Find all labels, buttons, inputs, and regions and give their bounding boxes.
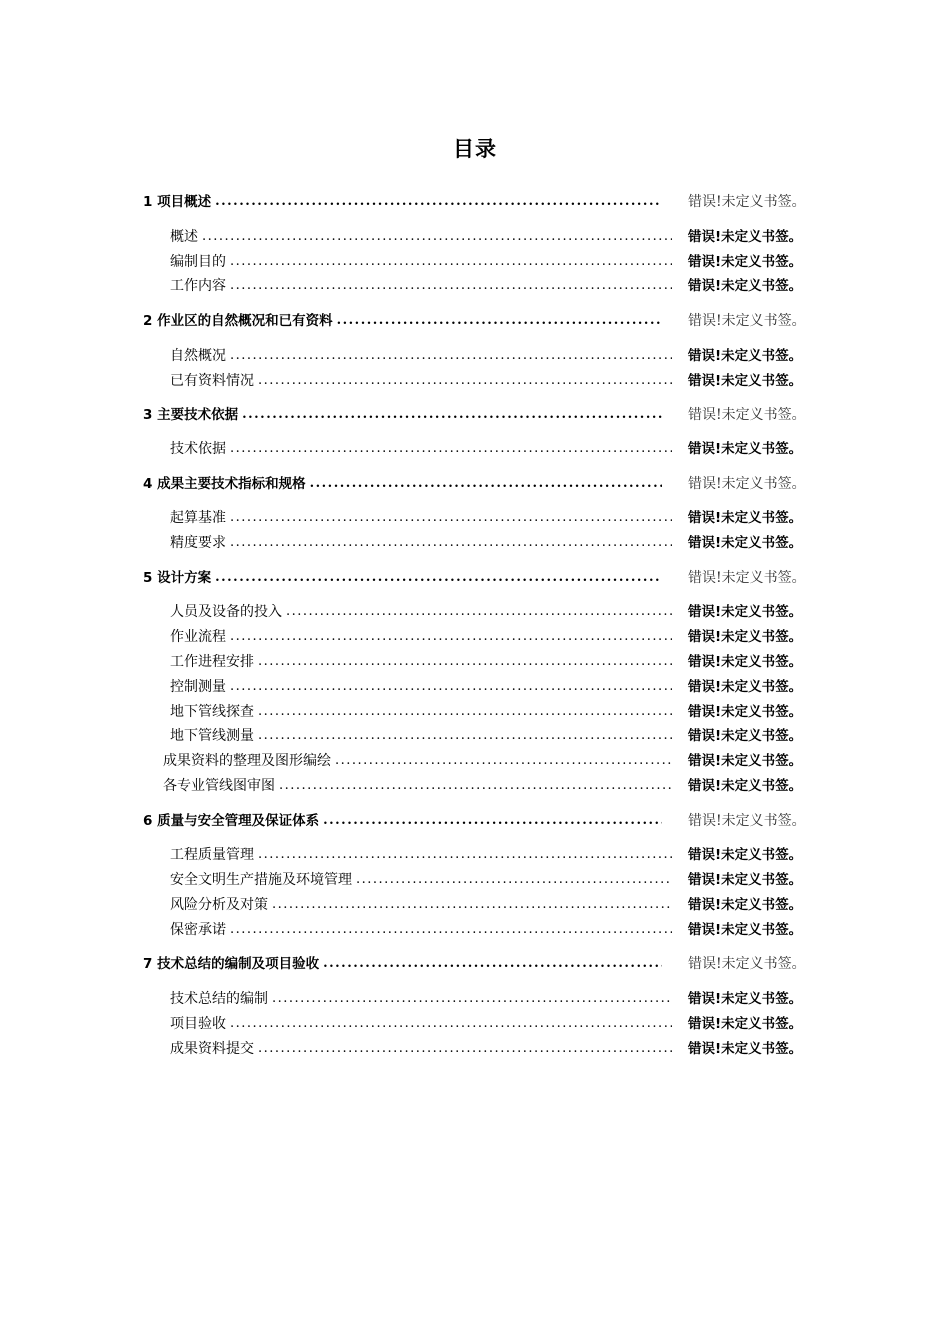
toc-entry-title: 项目验收 — [170, 1016, 226, 1032]
toc-chapter-entry[interactable] — [143, 809, 666, 833]
toc-page-ref: 错误!未定义书签。 — [688, 847, 803, 863]
toc-leader-dots — [258, 700, 672, 724]
toc-leader-dots — [230, 506, 672, 530]
toc-entry-title: 起算基准 — [170, 510, 226, 526]
toc-chapter-entry[interactable] — [143, 472, 666, 496]
toc-section-entry[interactable] — [170, 531, 676, 555]
toc-page-ref: 错误!未定义书签。 — [688, 373, 803, 389]
toc-leader-dots — [230, 675, 672, 699]
toc-chapter-entry[interactable] — [143, 566, 666, 590]
toc-entry-title: 地下管线探查 — [170, 704, 254, 720]
toc-entry-title: 2 作业区的自然概况和已有资料 — [143, 313, 333, 329]
toc-title: 目录 — [453, 137, 497, 161]
toc-page-ref: 错误!未定义书签。 — [688, 1016, 803, 1032]
toc-section-entry[interactable] — [170, 225, 676, 249]
toc-page-ref: 错误!未定义书签。 — [688, 813, 806, 829]
toc-section-entry[interactable] — [170, 724, 676, 748]
toc-page-ref: 错误!未定义书签。 — [688, 535, 803, 551]
toc-entry-title: 自然概况 — [170, 348, 226, 364]
toc-section-entry[interactable] — [163, 774, 676, 798]
toc-leader-dots — [258, 369, 672, 393]
toc-entry-title: 6 质量与安全管理及保证体系 — [143, 813, 320, 829]
toc-leader-dots — [323, 952, 662, 976]
toc-leader-dots — [230, 531, 672, 555]
toc-section-entry[interactable] — [170, 1037, 676, 1061]
toc-leader-dots — [323, 809, 662, 833]
toc-leader-dots — [337, 309, 662, 333]
toc-section-entry[interactable] — [170, 506, 676, 530]
toc-section-entry[interactable] — [170, 600, 676, 624]
toc-entry-title: 成果资料的整理及图形编绘 — [163, 753, 331, 769]
toc-page-ref: 错误!未定义书签。 — [688, 278, 803, 294]
toc-page-ref: 错误!未定义书签。 — [688, 313, 806, 329]
toc-leader-dots — [215, 190, 662, 214]
toc-entry-title: 人员及设备的投入 — [170, 604, 282, 620]
toc-section-entry[interactable] — [163, 749, 676, 773]
toc-entry-title: 3 主要技术依据 — [143, 407, 239, 423]
toc-entry-title: 控制测量 — [170, 679, 226, 695]
toc-page-ref: 错误!未定义书签。 — [688, 348, 803, 364]
toc-entry-title: 工作内容 — [170, 278, 226, 294]
toc-section-entry[interactable] — [170, 918, 676, 942]
toc-entry-title: 工程质量管理 — [170, 847, 254, 863]
toc-entry-title: 5 设计方案 — [143, 570, 212, 586]
toc-leader-dots — [215, 566, 662, 590]
toc-page-ref: 错误!未定义书签。 — [688, 194, 806, 210]
toc-leader-dots — [258, 650, 672, 674]
toc-leader-dots — [272, 987, 672, 1011]
toc-entry-title: 7 技术总结的编制及项目验收 — [143, 956, 320, 972]
toc-section-entry[interactable] — [170, 274, 676, 298]
toc-leader-dots — [356, 868, 672, 892]
toc-chapter-entry[interactable] — [143, 309, 666, 333]
toc-leader-dots — [242, 403, 662, 427]
toc-section-entry[interactable] — [170, 344, 676, 368]
toc-section-entry[interactable] — [170, 843, 676, 867]
toc-leader-dots — [230, 625, 672, 649]
toc-page-ref: 错误!未定义书签。 — [688, 629, 803, 645]
toc-leader-dots — [310, 472, 662, 496]
toc-page-ref: 错误!未定义书签。 — [688, 679, 803, 695]
toc-leader-dots — [258, 1037, 672, 1061]
toc-page-ref: 错误!未定义书签。 — [688, 872, 803, 888]
toc-entry-title: 技术总结的编制 — [170, 991, 268, 1007]
toc-leader-dots — [279, 774, 672, 798]
toc-section-entry[interactable] — [170, 675, 676, 699]
toc-entry-title: 各专业管线图审图 — [163, 778, 275, 794]
toc-entry-title: 4 成果主要技术指标和规格 — [143, 476, 306, 492]
toc-entry-title: 风险分析及对策 — [170, 897, 268, 913]
toc-page-ref: 错误!未定义书签。 — [688, 897, 803, 913]
toc-section-entry[interactable] — [170, 868, 676, 892]
toc-page-ref: 错误!未定义书签。 — [688, 254, 803, 270]
toc-page-ref: 错误!未定义书签。 — [688, 956, 806, 972]
toc-entry-title: 已有资料情况 — [170, 373, 254, 389]
toc-entry-title: 作业流程 — [170, 629, 226, 645]
toc-page-ref: 错误!未定义书签。 — [688, 441, 803, 457]
toc-section-entry[interactable] — [170, 250, 676, 274]
toc-page-ref: 错误!未定义书签。 — [688, 922, 803, 938]
toc-leader-dots — [230, 344, 672, 368]
toc-leader-dots — [230, 274, 672, 298]
toc-leader-dots — [230, 918, 672, 942]
toc-page-ref: 错误!未定义书签。 — [688, 704, 803, 720]
toc-leader-dots — [202, 225, 672, 249]
toc-section-entry[interactable] — [170, 437, 676, 461]
toc-leader-dots — [272, 893, 672, 917]
toc-chapter-entry[interactable] — [143, 952, 666, 976]
toc-entry-title: 工作进程安排 — [170, 654, 254, 670]
toc-page-ref: 错误!未定义书签。 — [688, 1041, 803, 1057]
toc-entry-title: 精度要求 — [170, 535, 226, 551]
toc-section-entry[interactable] — [170, 369, 676, 393]
toc-page-ref: 错误!未定义书签。 — [688, 753, 803, 769]
toc-page-ref: 错误!未定义书签。 — [688, 728, 803, 744]
toc-page-ref: 错误!未定义书签。 — [688, 476, 806, 492]
toc-section-entry[interactable] — [170, 650, 676, 674]
toc-section-entry[interactable] — [170, 625, 676, 649]
toc-section-entry[interactable] — [170, 700, 676, 724]
toc-chapter-entry[interactable] — [143, 190, 666, 214]
toc-entry-title: 保密承诺 — [170, 922, 226, 938]
toc-entry-title: 技术依据 — [170, 441, 226, 457]
toc-entry-title: 概述 — [170, 229, 198, 245]
toc-page-ref: 错误!未定义书签。 — [688, 604, 803, 620]
toc-page-ref: 错误!未定义书签。 — [688, 229, 803, 245]
toc-page-ref: 错误!未定义书签。 — [688, 570, 806, 586]
toc-entry-title: 1 项目概述 — [143, 194, 212, 210]
toc-section-entry[interactable] — [170, 987, 676, 1011]
toc-page-ref: 错误!未定义书签。 — [688, 654, 803, 670]
toc-leader-dots — [258, 843, 672, 867]
toc-entry-title: 编制目的 — [170, 254, 226, 270]
toc-leader-dots — [335, 749, 672, 773]
toc-leader-dots — [258, 724, 672, 748]
toc-entry-title: 地下管线测量 — [170, 728, 254, 744]
toc-page-ref: 错误!未定义书签。 — [688, 510, 803, 526]
toc-section-entry[interactable] — [170, 1012, 676, 1036]
toc-leader-dots — [230, 1012, 672, 1036]
toc-page-ref: 错误!未定义书签。 — [688, 778, 803, 794]
toc-entry-title: 成果资料提交 — [170, 1041, 254, 1057]
toc-page-ref: 错误!未定义书签。 — [688, 991, 803, 1007]
toc-leader-dots — [230, 250, 672, 274]
toc-entry-title: 安全文明生产措施及环境管理 — [170, 872, 352, 888]
toc-leader-dots — [286, 600, 672, 624]
toc-page-ref: 错误!未定义书签。 — [688, 407, 806, 423]
toc-section-entry[interactable] — [170, 893, 676, 917]
toc-leader-dots — [230, 437, 672, 461]
toc-chapter-entry[interactable] — [143, 403, 666, 427]
